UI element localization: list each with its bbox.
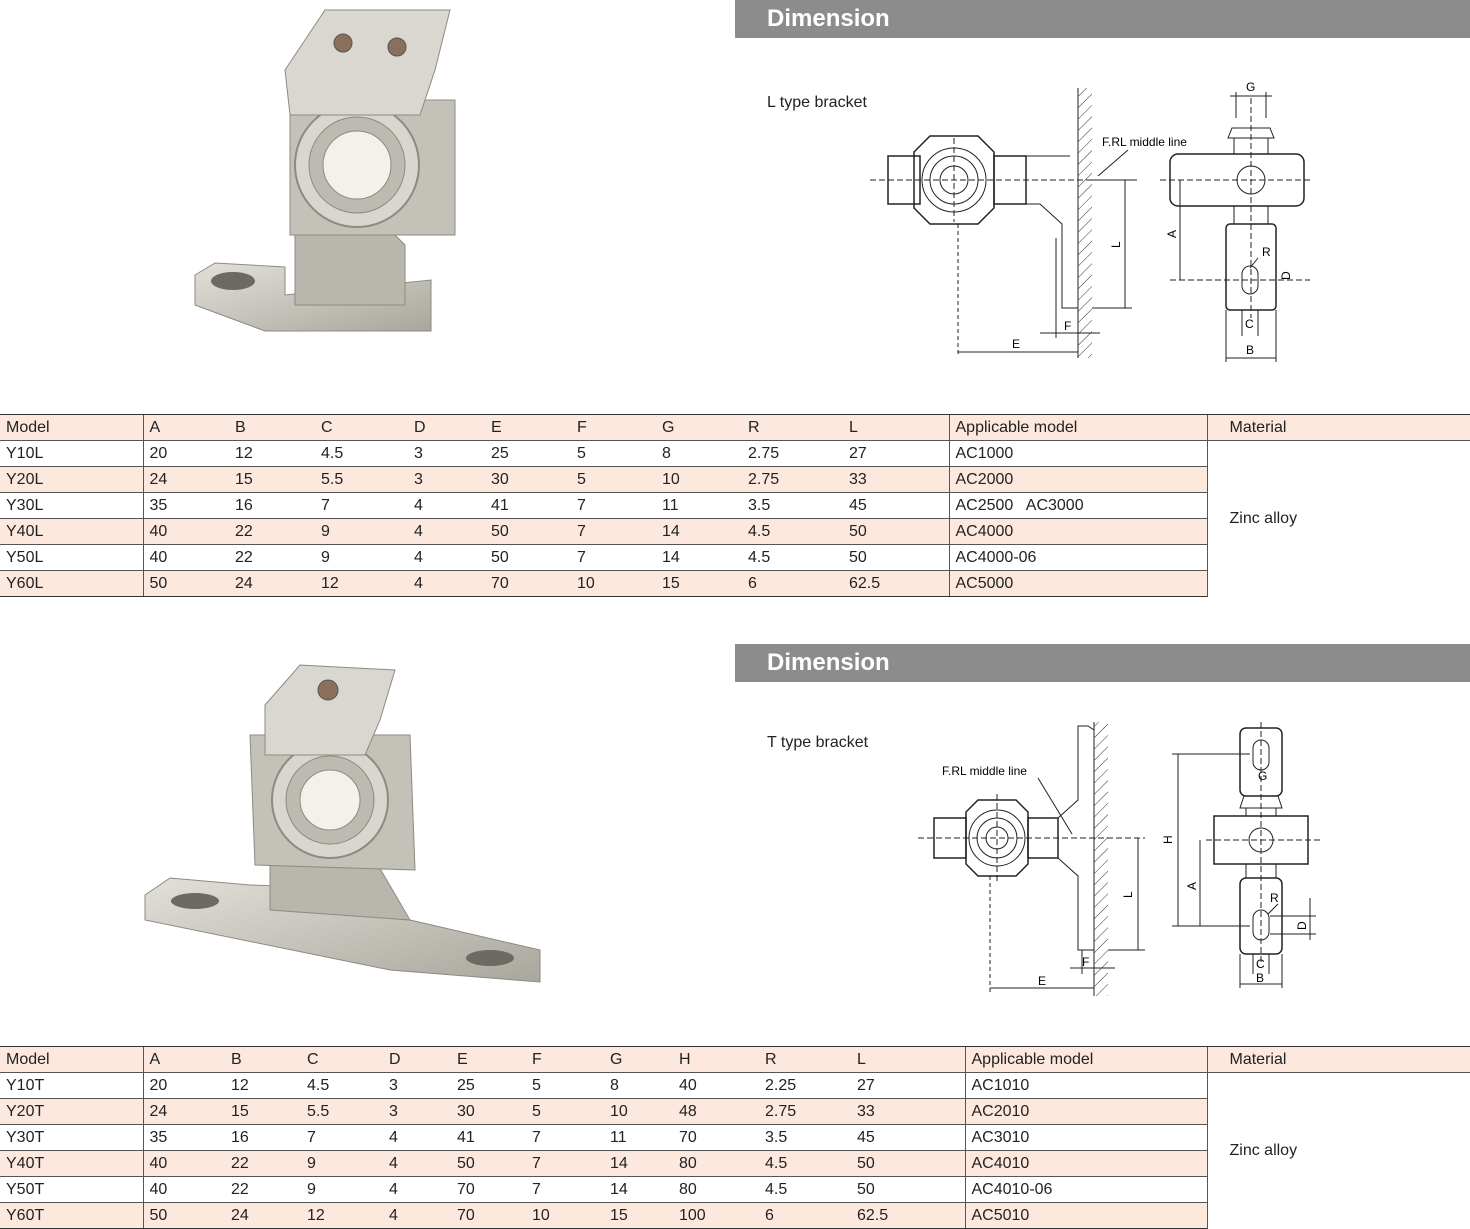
cell: 25 xyxy=(451,1073,526,1099)
cell: 70 xyxy=(485,571,571,597)
cell: 25 xyxy=(485,441,571,467)
cell: 7 xyxy=(526,1177,604,1203)
cell: Y40L xyxy=(0,519,143,545)
cell: 70 xyxy=(451,1177,526,1203)
cell: 30 xyxy=(451,1099,526,1125)
cell: 50 xyxy=(843,519,949,545)
col-header: Applicable model xyxy=(949,415,1207,441)
cell: 6 xyxy=(742,571,843,597)
material-cell: Zinc alloy xyxy=(1207,1073,1470,1229)
t-bracket-drawing xyxy=(910,718,1330,1000)
cell: 2.75 xyxy=(742,467,843,493)
col-header: D xyxy=(383,1047,451,1073)
cell: 22 xyxy=(225,1151,301,1177)
cell: 10 xyxy=(604,1099,673,1125)
cell: AC2010 xyxy=(965,1099,1207,1125)
section-header xyxy=(735,644,1470,682)
cell: 2.75 xyxy=(742,441,843,467)
cell: 50 xyxy=(843,545,949,571)
cell: AC5000 xyxy=(949,571,1207,597)
cell: AC4010-06 xyxy=(965,1177,1207,1203)
drawing-caption: L type bracket xyxy=(767,94,867,111)
cell: Y20T xyxy=(0,1099,143,1125)
cell: 33 xyxy=(851,1099,965,1125)
cell: 4.5 xyxy=(742,519,843,545)
cell: 3 xyxy=(408,467,485,493)
cell: 10 xyxy=(571,571,656,597)
cell: 50 xyxy=(143,1203,225,1229)
cell: 5.5 xyxy=(315,467,408,493)
cell: 45 xyxy=(851,1125,965,1151)
cell: 11 xyxy=(604,1125,673,1151)
cell: 14 xyxy=(656,519,742,545)
frl-label: F.RL middle line xyxy=(942,764,1027,778)
l-bracket-photo xyxy=(185,5,465,335)
col-header: E xyxy=(451,1047,526,1073)
cell: 15 xyxy=(225,1099,301,1125)
cell: 35 xyxy=(143,493,229,519)
cell: 22 xyxy=(229,545,315,571)
cell: 50 xyxy=(451,1151,526,1177)
cell: 2.75 xyxy=(759,1099,851,1125)
cell: 5.5 xyxy=(301,1099,383,1125)
section-header-title: Dimension xyxy=(767,649,890,676)
cell: 12 xyxy=(315,571,408,597)
cell: Y20L xyxy=(0,467,143,493)
cell: 4 xyxy=(383,1177,451,1203)
cell: 4.5 xyxy=(315,441,408,467)
cell: 62.5 xyxy=(843,571,949,597)
cell: 4 xyxy=(408,545,485,571)
section-header xyxy=(735,0,1470,38)
cell: 80 xyxy=(673,1177,759,1203)
cell: 15 xyxy=(656,571,742,597)
cell: 10 xyxy=(656,467,742,493)
table-header xyxy=(0,1047,1470,1073)
cell: Y50T xyxy=(0,1177,143,1203)
col-header: R xyxy=(759,1047,851,1073)
cell: AC1000 xyxy=(949,441,1207,467)
col-header: G xyxy=(604,1047,673,1073)
cell: AC4000-06 xyxy=(949,545,1207,571)
cell: 4 xyxy=(408,571,485,597)
cell: AC2000 xyxy=(949,467,1207,493)
cell: 20 xyxy=(143,441,229,467)
table-row xyxy=(0,1073,1470,1099)
col-header: D xyxy=(408,415,485,441)
col-header: A xyxy=(143,1047,225,1073)
col-header: C xyxy=(315,415,408,441)
cell: 24 xyxy=(143,467,229,493)
cell: 4 xyxy=(408,519,485,545)
dim-label-d: D xyxy=(1279,271,1293,280)
cell: AC3010 xyxy=(965,1125,1207,1151)
dim-label-a: A xyxy=(1185,881,1199,890)
dim-label-c: C xyxy=(1256,957,1265,971)
dim-label-r: R xyxy=(1270,891,1279,905)
cell: 9 xyxy=(315,545,408,571)
dim-label-a: A xyxy=(1165,229,1179,238)
section-header-title: Dimension xyxy=(767,5,890,32)
cell: 24 xyxy=(143,1099,225,1125)
cell: Y10L xyxy=(0,441,143,467)
cell: 5 xyxy=(571,467,656,493)
cell: Y10T xyxy=(0,1073,143,1099)
cell: 22 xyxy=(225,1177,301,1203)
col-header: R xyxy=(742,415,843,441)
cell: 4 xyxy=(408,493,485,519)
drawing-caption: T type bracket xyxy=(767,734,869,751)
t-bracket-photo xyxy=(140,660,550,990)
table-header xyxy=(0,415,1470,441)
cell: Y30L xyxy=(0,493,143,519)
dim-label-b: B xyxy=(1246,343,1255,357)
cell: 4 xyxy=(383,1125,451,1151)
cell: 4 xyxy=(383,1203,451,1229)
dim-label-e: E xyxy=(1012,337,1021,351)
cell: AC4000 xyxy=(949,519,1207,545)
cell: 70 xyxy=(451,1203,526,1229)
cell: 6 xyxy=(759,1203,851,1229)
cell: 35 xyxy=(143,1125,225,1151)
cell: 40 xyxy=(143,1177,225,1203)
cell: 40 xyxy=(673,1073,759,1099)
cell: 4.5 xyxy=(759,1151,851,1177)
cell: 14 xyxy=(604,1177,673,1203)
l-spec-table xyxy=(0,414,1470,597)
dim-label-f: F xyxy=(1064,319,1072,333)
col-header: C xyxy=(301,1047,383,1073)
cell: Y50L xyxy=(0,545,143,571)
cell: AC4010 xyxy=(965,1151,1207,1177)
cell: 50 xyxy=(851,1151,965,1177)
dim-label-h: H xyxy=(1161,835,1175,844)
cell: 11 xyxy=(656,493,742,519)
col-header: Material xyxy=(1207,415,1470,441)
dim-label-c: C xyxy=(1245,317,1254,331)
col-header: A xyxy=(143,415,229,441)
cell: 8 xyxy=(656,441,742,467)
cell: 62.5 xyxy=(851,1203,965,1229)
cell: 70 xyxy=(673,1125,759,1151)
dim-label-l: L xyxy=(1121,891,1135,898)
cell: 50 xyxy=(485,519,571,545)
cell: 24 xyxy=(225,1203,301,1229)
col-header: Applicable model xyxy=(965,1047,1207,1073)
dim-label-d: D xyxy=(1295,921,1309,930)
cell: 7 xyxy=(571,493,656,519)
cell: 33 xyxy=(843,467,949,493)
cell: 3.5 xyxy=(759,1125,851,1151)
cell: 10 xyxy=(526,1203,604,1229)
col-header: F xyxy=(526,1047,604,1073)
cell: 48 xyxy=(673,1099,759,1125)
col-header: G xyxy=(656,415,742,441)
cell: 27 xyxy=(851,1073,965,1099)
cell: 3.5 xyxy=(742,493,843,519)
frl-label: F.RL middle line xyxy=(1102,135,1187,149)
cell: Y30T xyxy=(0,1125,143,1151)
cell: 5 xyxy=(526,1073,604,1099)
col-header: L xyxy=(843,415,949,441)
cell: AC5010 xyxy=(965,1203,1207,1229)
cell: 16 xyxy=(229,493,315,519)
cell: 27 xyxy=(843,441,949,467)
cell: 15 xyxy=(229,467,315,493)
col-header: Model xyxy=(0,1047,143,1073)
cell: 4 xyxy=(383,1151,451,1177)
cell: Y60T xyxy=(0,1203,143,1229)
cell: 4.5 xyxy=(301,1073,383,1099)
col-header: H xyxy=(673,1047,759,1073)
col-header: B xyxy=(225,1047,301,1073)
t-spec-table xyxy=(0,1046,1470,1229)
cell: 7 xyxy=(526,1125,604,1151)
cell: 40 xyxy=(143,519,229,545)
cell: 8 xyxy=(604,1073,673,1099)
dim-label-b: B xyxy=(1256,971,1265,985)
cell: 41 xyxy=(451,1125,526,1151)
cell: 2.25 xyxy=(759,1073,851,1099)
cell: 5 xyxy=(571,441,656,467)
col-header: E xyxy=(485,415,571,441)
cell: 50 xyxy=(851,1177,965,1203)
cell: Y40T xyxy=(0,1151,143,1177)
dim-label-g: G xyxy=(1258,769,1268,783)
cell: 22 xyxy=(229,519,315,545)
cell: 7 xyxy=(571,545,656,571)
cell: 9 xyxy=(301,1151,383,1177)
cell: 12 xyxy=(225,1073,301,1099)
cell: 40 xyxy=(143,1151,225,1177)
cell: 7 xyxy=(526,1151,604,1177)
cell: 5 xyxy=(526,1099,604,1125)
cell: 100 xyxy=(673,1203,759,1229)
col-header: Material xyxy=(1207,1047,1470,1073)
cell: 3 xyxy=(383,1099,451,1125)
cell: 45 xyxy=(843,493,949,519)
table-row xyxy=(0,441,1470,467)
material-cell: Zinc alloy xyxy=(1207,441,1470,597)
cell: 4.5 xyxy=(759,1177,851,1203)
cell: 3 xyxy=(383,1073,451,1099)
cell: 12 xyxy=(301,1203,383,1229)
cell: 50 xyxy=(143,571,229,597)
cell: Y60L xyxy=(0,571,143,597)
cell: 20 xyxy=(143,1073,225,1099)
dim-label-f: F xyxy=(1082,955,1090,969)
dim-label-g: G xyxy=(1246,80,1256,94)
cell: 12 xyxy=(229,441,315,467)
cell: 3 xyxy=(408,441,485,467)
cell: 50 xyxy=(485,545,571,571)
cell: 41 xyxy=(485,493,571,519)
cell: 7 xyxy=(301,1125,383,1151)
dim-label-l: L xyxy=(1109,241,1123,248)
dim-label-r: R xyxy=(1262,245,1271,259)
col-header: B xyxy=(229,415,315,441)
cell: 15 xyxy=(604,1203,673,1229)
dim-label-e: E xyxy=(1038,974,1047,988)
cell: AC1010 xyxy=(965,1073,1207,1099)
cell: 14 xyxy=(604,1151,673,1177)
col-header: L xyxy=(851,1047,965,1073)
cell: 14 xyxy=(656,545,742,571)
l-bracket-drawing xyxy=(870,78,1330,368)
cell: 4.5 xyxy=(742,545,843,571)
cell: 30 xyxy=(485,467,571,493)
cell: 7 xyxy=(571,519,656,545)
cell: 7 xyxy=(315,493,408,519)
cell: 9 xyxy=(301,1177,383,1203)
cell: 24 xyxy=(229,571,315,597)
cell: 16 xyxy=(225,1125,301,1151)
cell: 40 xyxy=(143,545,229,571)
col-header: F xyxy=(571,415,656,441)
cell: 80 xyxy=(673,1151,759,1177)
col-header: Model xyxy=(0,415,143,441)
cell: AC2500 AC3000 xyxy=(949,493,1207,519)
cell: 9 xyxy=(315,519,408,545)
